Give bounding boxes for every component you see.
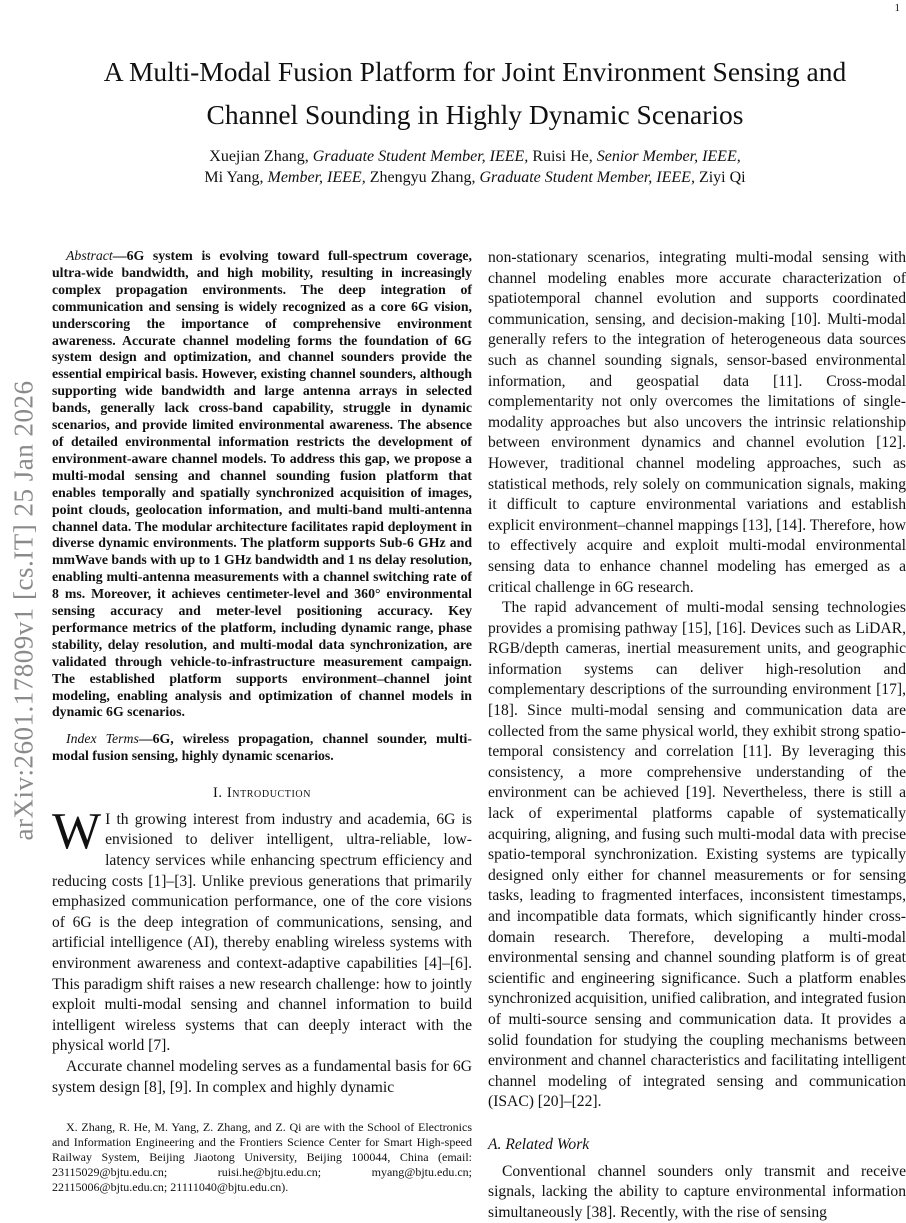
- title-line-2: Channel Sounding in Highly Dynamic Scenarios: [206, 99, 744, 130]
- index-terms: [52, 731, 472, 765]
- arxiv-identifier-stamp: [4, 330, 44, 890]
- intro-paragraph-2: Accurate channel modeling serves as a fundamental basis for 6G system design [8], [9]. In complex and highly dynamic: [52, 1057, 472, 1096]
- page-number: 1: [894, 2, 900, 14]
- intro-paragraph-1-text: I th growing interest from industry and academia, 6G is envisioned to deliver intelligent, ultra-reliable, low-latency services while enhancing spectrum efficiency and reducing costs [1]–[3]. Unlike previous generations that primarily emphasized communication performance, one of the core visions of 6G is the deep integration of communications, sensing, and artificial intelligence (AI), thereby enabling wireless systems with environment awareness and context-adaptive capabilities [4]–[6]. This paradigm shift raises a new research challenge: how to jointly exploit multi-modal sensing and channel information to build intelligent wireless systems that can deeply interact with the physical world [7].: [52, 810, 472, 1055]
- right-paragraph-2: The rapid advancement of multi-modal sensing technologies provides a promising pathway [15], [16]. Devices such as LiDAR, RGB/depth cameras, inertial measurement units, and geographic information systems can deliver high-resolution and complementary descriptions of the surrounding environment [17], [18]. Since multi-modal sensing and communication data are collected from the same physical world, they exhibit strong spatio-temporal consistency and correlation [11]. By leveraging this consistency, a more comprehensive understanding of the environment can be achieved [19]. Nevertheless, there is still a lack of experimental platforms capable of systematically acquiring, aligning, and fusing such multi-modal data with precise spatio-temporal synchronization. Existing systems are typically designed only either for channel measurements or for sensing tasks, leading to fragmented interfaces, inconsistent timestamps, and incompatible data formats, which significantly hinder cross-domain research. Therefore, developing a multi-modal environmental sensing and channel sounding platform is of great scientific and engineering significance. Such a platform enables synchronized acquisition, unified calibration, and integrated fusion of multi-source sensing and communication data. It provides a solid foundation for studying the coupling mechanisms between environment and channel characteristics and facilitating intelligent channel modeling of integrated sensing and communication (ISAC) [20]–[22].: [488, 599, 906, 1111]
- index-terms-label: Index Terms: [66, 731, 139, 747]
- abstract: [52, 248, 472, 721]
- title-line-1: A Multi-Modal Fusion Platform for Joint Environment Sensing and: [103, 56, 847, 87]
- left-column: [52, 248, 472, 1098]
- subsection-heading-related-work: A. Related Work: [488, 1135, 590, 1153]
- paper-title: [50, 50, 900, 136]
- authors-line-2: Mi Yang, Member, IEEE, Zhengyu Zhang, Graduate Student Member, IEEE, Ziyi Qi: [204, 169, 746, 186]
- author-list: [60, 146, 890, 188]
- intro-paragraph-1: [52, 802, 472, 1057]
- author-affiliation-footnote: [52, 1112, 472, 1195]
- right-paragraph-3: Conventional channel sounders only transmit and receive signals, lacking the ability to capture environmental information simultaneously [38]. Recently, with the rise of sensing: [488, 1162, 906, 1221]
- section-heading-introduction: I. Introduction: [212, 785, 312, 802]
- footnote-text: X. Zhang, R. He, M. Yang, Z. Zhang, and Z. Qi are with the School of Electronics and Information Engineering and the Frontiers Science Center for Smart High-speed Railway System, Beijing Jiaotong University, Beijing 100044, China (email: 23115029@bjtu.edu.cn; ruisi.he@bjtu.edu.cn; myang@bjtu.edu.cn; 22115006@bjtu.edu.cn; 21111040@bjtu.edu.cn).: [52, 1120, 472, 1194]
- abstract-label: Abstract: [66, 248, 113, 263]
- drop-cap-letter: W: [52, 802, 102, 860]
- authors-line-1: Xuejian Zhang, Graduate Student Member, IEEE, Ruisi He, Senior Member, IEEE,: [209, 148, 741, 165]
- abstract-text: —6G system is evolving toward full-spectrum coverage, ultra-wide bandwidth, and high mobility, resulting in increasingly complex propagation environments. The deep integration of communication and sensing is widely recognized as a core 6G vision, underscoring the importance of comprehensive environment awareness. Accurate channel modeling forms the foundation of 6G system design and optimization, and channel sounders provide the essential empirical basis. However, existing channel sounders, although supporting wide bandwidth and large antenna arrays in selected bands, generally lack cross-band capability, struggle in dynamic scenarios, and provide limited environmental awareness. The absence of detailed environmental information restricts the development of environment-aware channel models. To address this gap, we propose a multi-modal sensing and channel sounding fusion platform that enables temporally and spatially synchronized acquisition of images, point clouds, geolocation information, and multi-band multi-antenna channel data. The modular architecture facilitates rapid deployment in diverse dynamic environments. The platform supports Sub-6 GHz and mmWave bands with up to 1 GHz bandwidth and 1 ns delay resolution, enabling multi-antenna measurements with a channel switching rate of 8 ms. Moreover, it achieves centimeter-level and 360° environmental sensing accuracy and meter-level positioning accuracy. Key performance metrics of the platform, including dynamic range, phase stability, delay resolution, and multi-modal data synchronization, are validated through vehicle-to-infrastructure measurement campaign. The established platform supports environment–channel joint modeling, enabling analysis and optimization of channel models in dynamic 6G scenarios.: [52, 248, 472, 720]
- right-column: [488, 248, 906, 1223]
- index-terms-text: —6G, wireless propagation, channel sounder, multi-modal fusion sensing, highly dynamic scenarios.: [52, 731, 472, 764]
- right-paragraph-1: non-stationary scenarios, integrating multi-modal sensing with channel modeling enables more accurate characterization of spatiotemporal channel evolution and supports coordinated communication, sensing, and decision-making [10]. Multi-modal generally refers to the integration of heterogeneous data sources such as channel sounding signals, sensor-based environmental information, and geospatial data [11]. Cross-modal complementarity not only overcomes the limitations of single-modality approaches but also uncovers the intrinsic relationship between environment dynamics and channel evolution [12]. However, traditional channel modeling approaches, such as statistical methods, rely solely on communication signals, making it difficult to capture environmental variations and establish explicit environment–channel mappings [13], [14]. Therefore, how to effectively acquire and exploit multi-modal environmental sensing data to enhance channel modeling has emerged as a critical challenge in 6G research.: [488, 249, 906, 596]
- arxiv-identifier-text: arXiv:2601.17809v1 [cs.IT] 25 Jan 2026: [8, 380, 39, 840]
